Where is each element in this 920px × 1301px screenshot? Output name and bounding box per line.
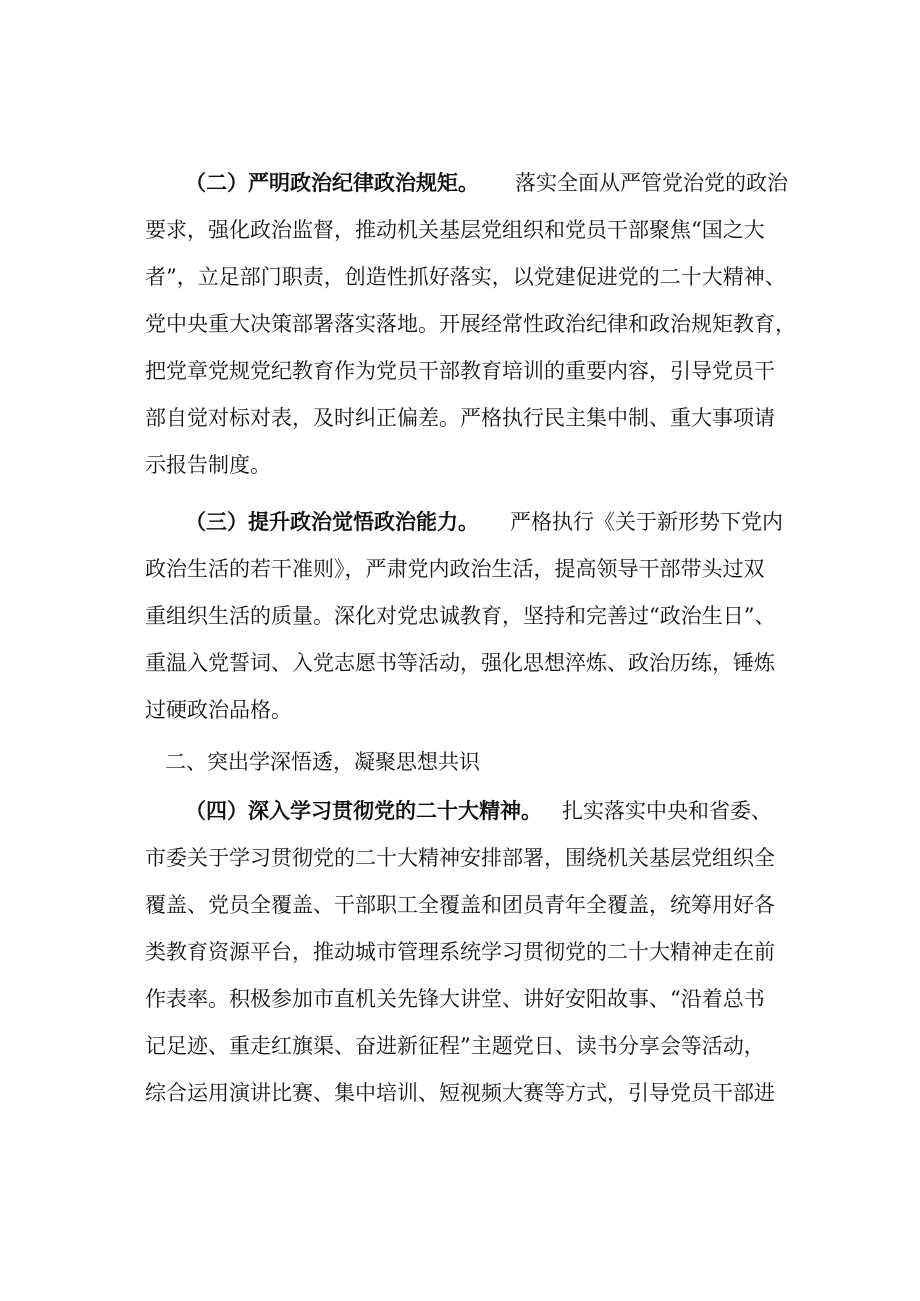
paragraph-line: [0, 445, 920, 485]
paragraph-text: 重温入党誓词、入党志愿书等活动，强化思想淬炼、政治历练，锤炼: [145, 651, 775, 675]
paragraph-text: 覆盖、党员全覆盖、干部职工全覆盖和团员青年全覆盖，统筹用好各: [145, 893, 775, 917]
paragraph-text: 过硬政治品格。: [145, 698, 292, 722]
paragraph-line: [0, 643, 920, 683]
paragraph-text: 部自觉对标对表，及时纠正偏差。严格执行民主集中制、重大事项请: [145, 406, 775, 430]
paragraph-text: 重组织生活的质量。深化对党忠诚教育，坚持和完善过“政治生日”、: [145, 604, 776, 628]
paragraph-text: 扎实落实中央和省委、: [562, 799, 772, 823]
paragraph-text: 严格执行《关于新形势下党内: [510, 510, 783, 534]
paragraph-line: [0, 502, 920, 542]
chapter-heading: 二、突出学深悟透，凝聚思想共识: [165, 750, 480, 774]
paragraph-line: [0, 351, 920, 391]
paragraph-line: [0, 1073, 920, 1113]
paragraph-line: [0, 596, 920, 636]
section-heading-lead: （三）提升政治觉悟政治能力。: [185, 509, 479, 534]
paragraph-line: [0, 979, 920, 1019]
paragraph-text: 要求，强化政治监督，推动机关基层党组织和党员干部聚焦“国之大: [145, 218, 765, 242]
paragraph-line: [0, 1026, 920, 1066]
paragraph-text: 落实全面从严管党治党的政治: [515, 171, 788, 195]
paragraph-text: 市委关于学习贯彻党的二十大精神安排部署，围绕机关基层党组织全: [145, 846, 775, 870]
paragraph-line: [0, 838, 920, 878]
section-heading-lead: （二）严明政治纪律政治规矩。: [185, 170, 479, 195]
paragraph-text: 作表率。积极参加市直机关先锋大讲堂、讲好安阳故事、“沿着总书: [145, 987, 765, 1011]
paragraph-line: [0, 304, 920, 344]
paragraph-line: [0, 163, 920, 203]
paragraph-text: 示报告制度。: [145, 453, 271, 477]
paragraph-line: [0, 932, 920, 972]
paragraph-text: 综合运用演讲比赛、集中培训、短视频大赛等方式，引导党员干部进: [145, 1081, 775, 1105]
paragraph-line: [0, 398, 920, 438]
paragraph-text: 记足迹、重走红旗渠、奋进新征程”主题党日、读书分享会等活动，: [145, 1034, 765, 1058]
paragraph-line: [0, 549, 920, 589]
paragraph-line: [0, 690, 920, 730]
paragraph-text: 类教育资源平台，推动城市管理系统学习贯彻党的二十大精神走在前: [145, 940, 775, 964]
section-heading-lead: （四）深入学习贯彻党的二十大精神。: [185, 798, 542, 823]
paragraph-line: [0, 885, 920, 925]
paragraph-line: [0, 210, 920, 250]
paragraph-text: 党中央重大决策部署落实落地。开展经常性政治纪律和政治规矩教育，: [145, 312, 796, 336]
paragraph-text: 者”，立足部门职责，创造性抓好落实，以党建促进党的二十大精神、: [145, 265, 786, 289]
paragraph-line: [0, 257, 920, 297]
paragraph-line: [0, 791, 920, 831]
chapter-heading-line: [0, 742, 920, 782]
paragraph-text: 政治生活的若干准则》，严肃党内政治生活，提高领导干部带头过双: [145, 557, 765, 581]
paragraph-text: 把党章党规党纪教育作为党员干部教育培训的重要内容，引导党员干: [145, 359, 775, 383]
